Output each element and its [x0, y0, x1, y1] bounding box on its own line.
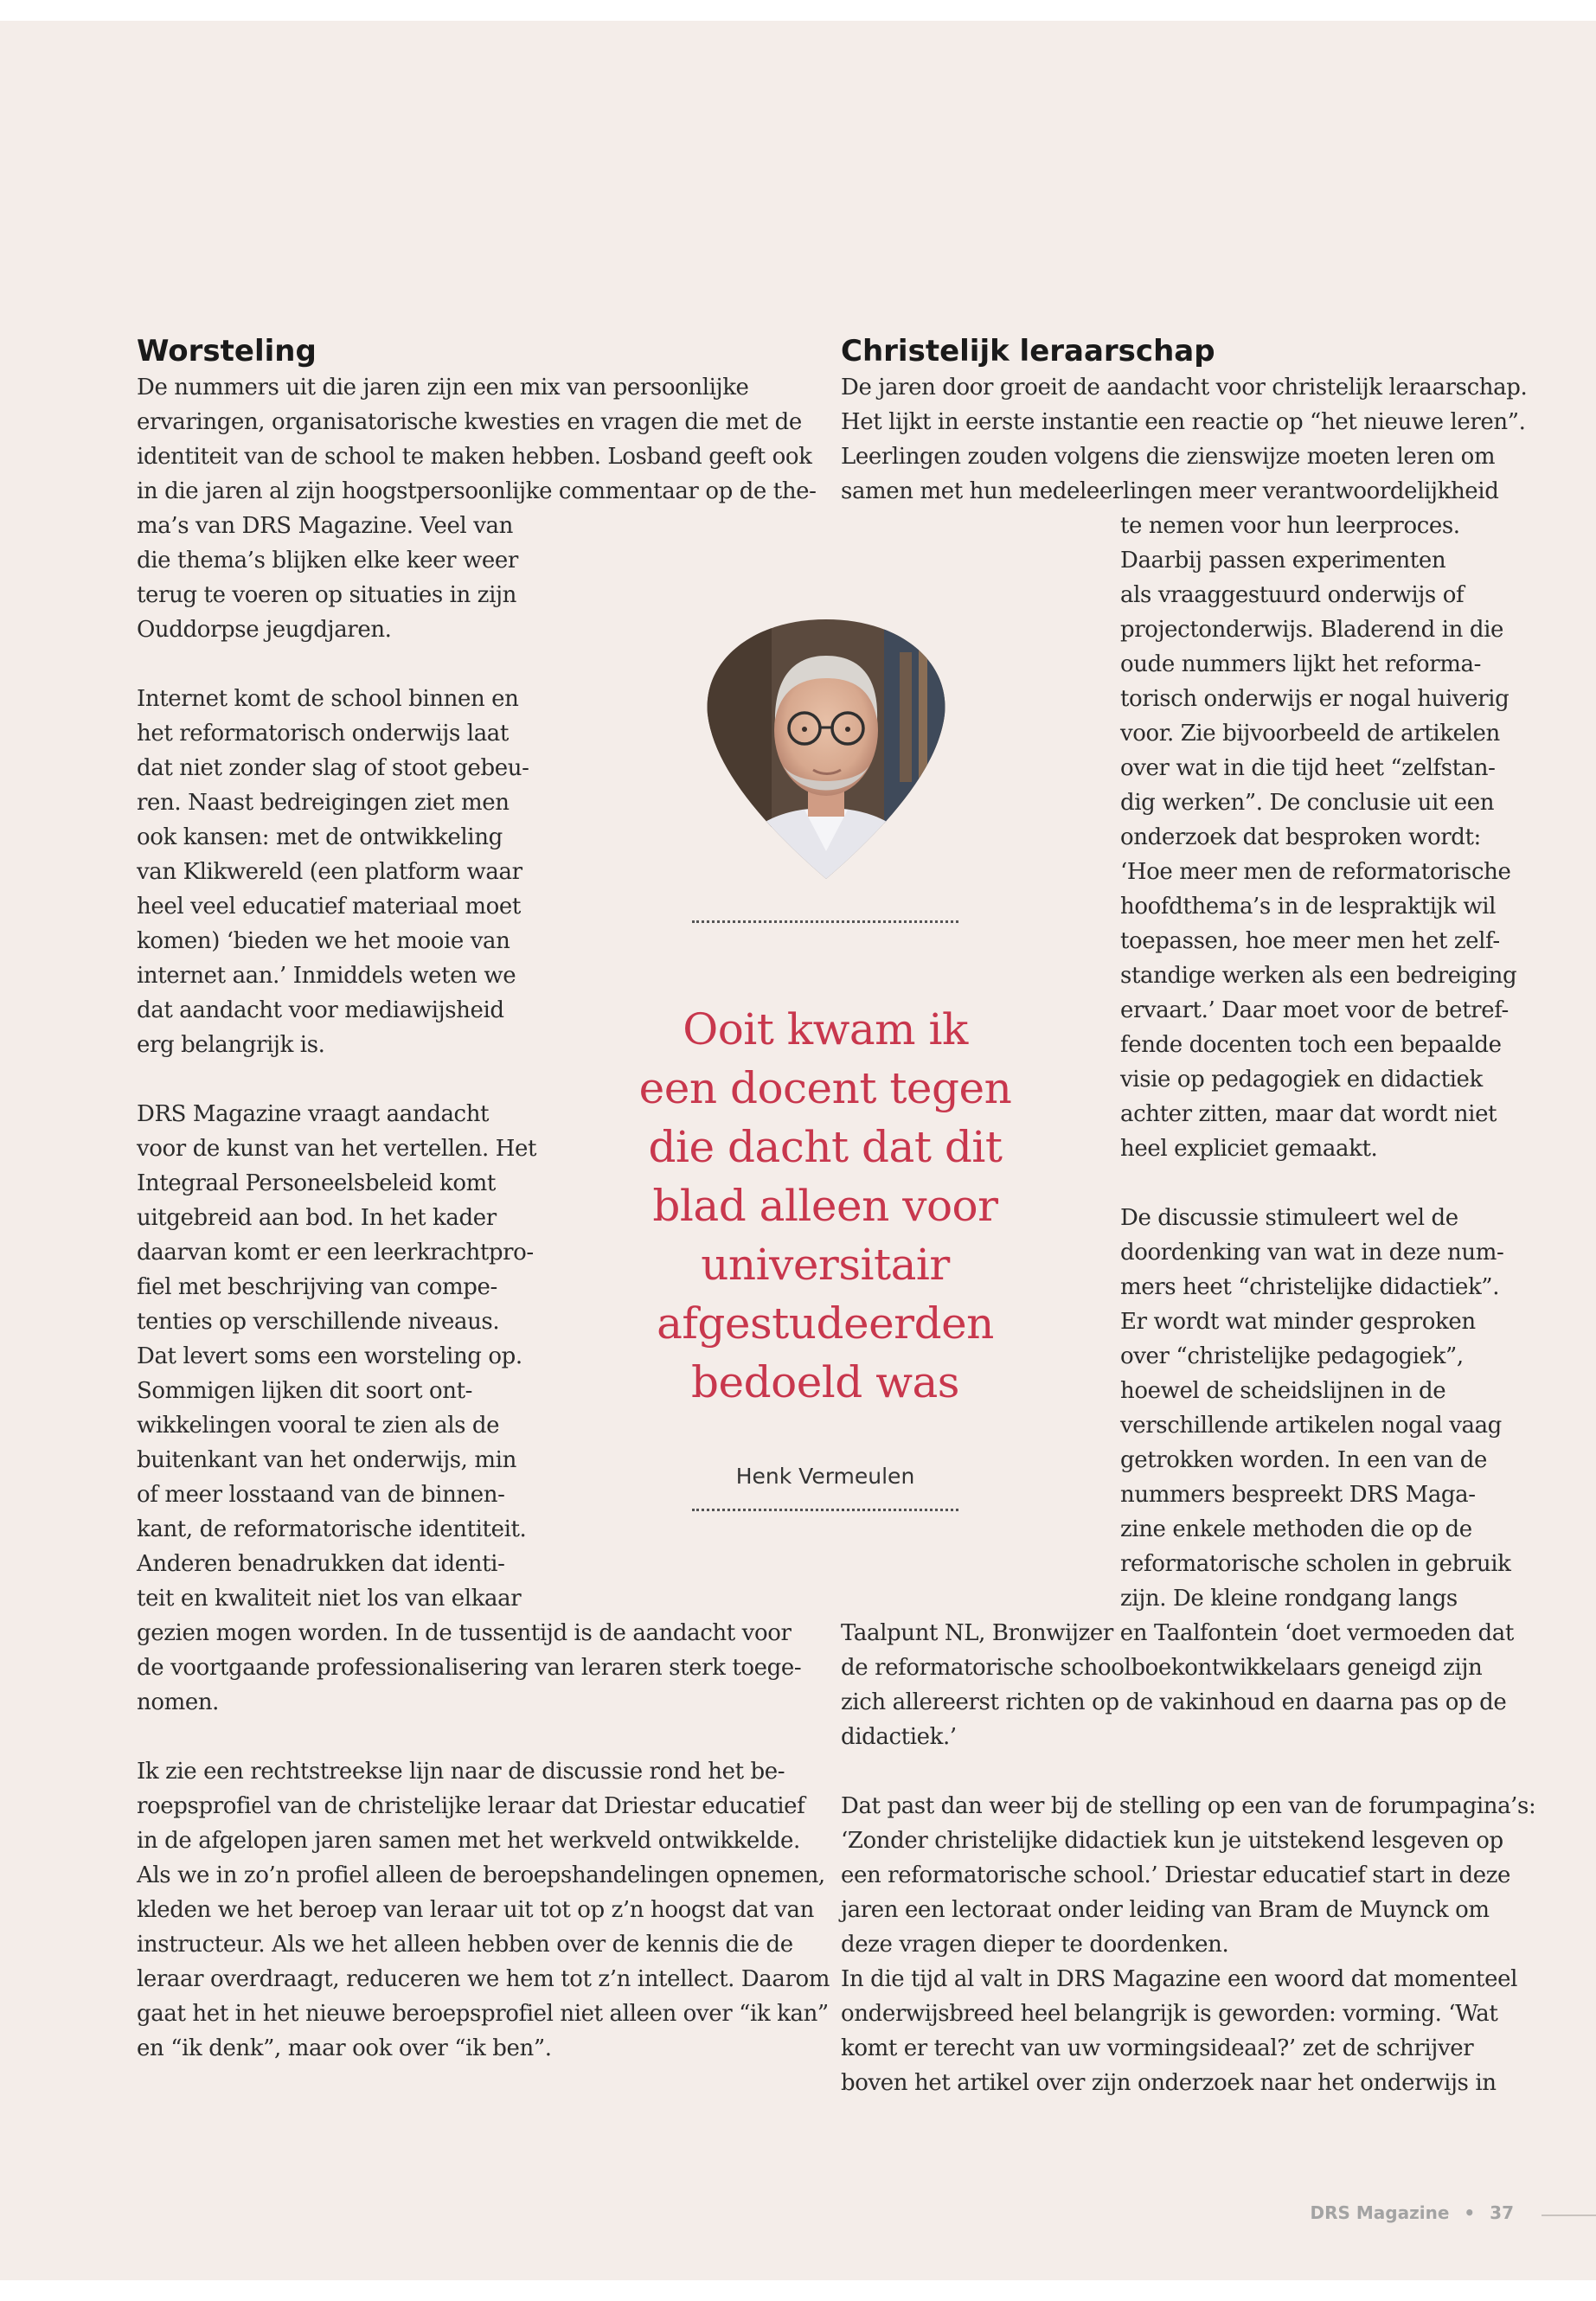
text-line: torisch onderwijs er nogal huiverig [1120, 686, 1509, 712]
text-line: ma’s van DRS Magazine. Veel van [137, 513, 513, 539]
text-line: onderwijsbreed heel belangrijk is geworden: vorming. ‘Wat [841, 2001, 1498, 2027]
text-line: te nemen voor hun leerproces. [1120, 513, 1460, 539]
text-line: instructeur. Als we het alleen hebben over de kennis die de [137, 1932, 793, 1958]
text-line: als vraaggestuurd onderwijs of [1120, 582, 1465, 608]
text-line: roepsprofiel van de christelijke leraar dat Driestar educatief [137, 1793, 805, 1819]
text-line: voor de kunst van het vertellen. Het [137, 1136, 537, 1162]
text-line: Taalpunt NL, Bronwijzer en Taalfontein ‘doet vermoeden dat [841, 1620, 1514, 1646]
text-line: didactiek.’ [841, 1724, 957, 1750]
text-line: verschillende artikelen nogal vaag [1120, 1413, 1502, 1439]
text-line: internet aan.’ Inmiddels weten we [137, 963, 516, 989]
pull-quote-line: een docent tegen [638, 1063, 1012, 1113]
text-line: Leerlingen zouden volgens die zienswijze moeten leren om [841, 444, 1496, 470]
text-line: projectonderwijs. Bladerend in die [1120, 617, 1504, 643]
text-line: nummers bespreekt DRS Maga- [1120, 1482, 1476, 1508]
text-line: identiteit van de school te maken hebben. Losband geeft ook [137, 444, 812, 470]
text-line: gezien mogen worden. In de tussentijd is de aandacht voor [137, 1620, 792, 1646]
text-line: DRS Magazine vraagt aandacht [137, 1101, 490, 1127]
text-line: dat aandacht voor mediawijsheid [137, 997, 504, 1023]
text-line: van Klikwereld (een platform waar [137, 859, 522, 885]
text-line: Daarbij passen experimenten [1120, 548, 1446, 574]
text-line: hoewel de scheidslijnen in de [1120, 1378, 1446, 1404]
text-line: dig werken”. De conclusie uit een [1120, 790, 1495, 816]
text-line: komt er terecht van uw vormingsideaal?’ zet de schrijver [841, 2035, 1474, 2061]
text-line: voor. Zie bijvoorbeeld de artikelen [1120, 721, 1500, 747]
pull-quote-line: die dacht dat dit [648, 1122, 1003, 1172]
text-line: kant, de reformatorische identiteit. [137, 1516, 527, 1542]
text-line: Internet komt de school binnen en [137, 686, 519, 712]
text-line: over wat in die tijd heet “zelfstan- [1120, 755, 1496, 781]
pull-quote-line: afgestudeerden [657, 1298, 994, 1349]
text-line: gaat het in het nieuwe beroepsprofiel niet alleen over “ik kan” [137, 2001, 829, 2027]
footer-rule [1542, 2214, 1596, 2216]
text-line: onderzoek dat besproken wordt: [1120, 824, 1481, 850]
text-line: getrokken worden. In een van de [1120, 1447, 1488, 1473]
text-line: zijn. De kleine rondgang langs [1120, 1586, 1458, 1612]
text-line: en “ik denk”, maar ook over “ik ben”. [137, 2035, 552, 2061]
text-line: dat niet zonder slag of stoot gebeu- [137, 755, 529, 781]
text-line: standige werken als een bedreiging [1120, 963, 1517, 989]
text-line: Als we in zo’n profiel alleen de beroepshandelingen opnemen, [137, 1862, 825, 1888]
text-line: de voortgaande professionalisering van leraren sterk toege- [137, 1655, 802, 1681]
text-line: De discussie stimuleert wel de [1120, 1205, 1458, 1231]
quote-author: Henk Vermeulen [735, 1464, 915, 1489]
text-line: Integraal Personeelsbeleid komt [137, 1170, 496, 1196]
text-line: visie op pedagogiek en didactiek [1120, 1067, 1483, 1093]
text-line: een reformatorische school.’ Driestar educatief start in deze [841, 1862, 1510, 1888]
text-line: De nummers uit die jaren zijn een mix van persoonlijke [137, 375, 749, 401]
text-line: terug te voeren op situaties in zijn [137, 582, 516, 608]
text-line: zich allereerst richten op de vakinhoud en daarna pas op de [841, 1689, 1507, 1715]
text-line: in die jaren al zijn hoogstpersoonlijke commentaar op de the- [137, 478, 817, 504]
text-line: of meer losstaand van de binnen- [137, 1482, 505, 1508]
text-line: Dat levert soms een worsteling op. [137, 1343, 522, 1369]
page-number: 37 [1490, 2202, 1514, 2223]
author-portrait-photo [702, 618, 950, 881]
magazine-page [0, 21, 1596, 2280]
left-column-heading: Worsteling [137, 334, 317, 369]
footer-separator: • [1464, 2202, 1476, 2223]
text-line: ervaringen, organisatorische kwesties en vragen die met de [137, 409, 802, 435]
text-line: Het lijkt in eerste instantie een reactie op “het nieuwe leren”. [841, 409, 1526, 435]
text-line: komen) ‘bieden we het mooie van [137, 928, 510, 954]
text-line: ‘Zonder christelijke didactiek kun je uitstekend lesgeven op [841, 1828, 1503, 1854]
text-line: teit en kwaliteit niet los van elkaar [137, 1586, 522, 1612]
text-line: oude nummers lijkt het reforma- [1120, 651, 1481, 677]
text-line: zine enkele methoden die op de [1120, 1516, 1472, 1542]
text-line: De jaren door groeit de aandacht voor christelijk leraarschap. [841, 375, 1528, 401]
text-line: daarvan komt er een leerkrachtpro- [137, 1240, 534, 1266]
pull-quote-line: Ooit kwam ik [683, 1004, 968, 1054]
footer-magazine-name: DRS Magazine [1310, 2202, 1450, 2223]
text-line: erg belangrijk is. [137, 1032, 325, 1058]
text-line: kleden we het beroep van leraar uit tot op z’n hoogst dat van [137, 1897, 814, 1923]
text-line: hoofdthema’s in de lespraktijk wil [1120, 894, 1497, 920]
text-line: Sommigen lijken dit soort ont- [137, 1378, 473, 1404]
text-line: reformatorische scholen in gebruik [1120, 1551, 1511, 1577]
text-line: Dat past dan weer bij de stelling op een van de forumpagina’s: [841, 1793, 1536, 1819]
text-line: toepassen, hoe meer men het zelf- [1120, 928, 1500, 954]
text-line: heel veel educatief materiaal moet [137, 894, 521, 920]
text-line: ervaart.’ Daar moet voor de betref- [1120, 997, 1509, 1023]
text-line: Ik zie een rechtstreekse lijn naar de discussie rond het be- [137, 1759, 785, 1785]
text-line: Ouddorpse jeugdjaren. [137, 617, 392, 643]
text-line: In die tijd al valt in DRS Magazine een woord dat momenteel [841, 1966, 1517, 1992]
text-line: wikkelingen vooral te zien als de [137, 1413, 500, 1439]
text-line: samen met hun medeleerlingen meer verantwoordelijkheid [841, 478, 1499, 504]
text-line: tenties op verschillende niveaus. [137, 1309, 500, 1335]
text-line: heel expliciet gemaakt. [1120, 1136, 1378, 1162]
text-line: die thema’s blijken elke keer weer [137, 548, 518, 574]
text-line: in de afgelopen jaren samen met het werkveld ontwikkelde. [137, 1828, 800, 1854]
text-line: Er wordt wat minder gesproken [1120, 1309, 1476, 1335]
text-line: over “christelijke pedagogiek”, [1120, 1343, 1464, 1369]
text-line: buitenkant van het onderwijs, min [137, 1447, 516, 1473]
text-line: Anderen benadrukken dat identi- [137, 1551, 505, 1577]
text-line: fende docenten toch een bepaalde [1120, 1032, 1502, 1058]
text-line: de reformatorische schoolboekontwikkelaars geneigd zijn [841, 1655, 1483, 1681]
quote-top-divider [692, 920, 958, 923]
pull-quote-line: bedoeld was [691, 1357, 959, 1407]
text-line: nomen. [137, 1689, 220, 1715]
text-line: mers heet “christelijke didactiek”. [1120, 1274, 1500, 1300]
page-footer [1298, 2202, 1514, 2223]
text-line: ‘Hoe meer men de reformatorische [1120, 859, 1511, 885]
text-line: ook kansen: met de ontwikkeling [137, 824, 503, 850]
text-line: deze vragen dieper te doordenken. [841, 1932, 1229, 1958]
text-line: ren. Naast bedreigingen ziet men [137, 790, 510, 816]
pull-quote-line: universitair [701, 1240, 950, 1290]
text-line: boven het artikel over zijn onderzoek naar het onderwijs in [841, 2070, 1497, 2096]
pull-quote-line: blad alleen voor [652, 1181, 998, 1231]
right-column-heading: Christelijk leraarschap [841, 334, 1215, 369]
quote-bottom-divider [692, 1509, 958, 1511]
text-line: het reformatorisch onderwijs laat [137, 721, 509, 747]
text-line: uitgebreid aan bod. In het kader [137, 1205, 497, 1231]
text-line: doordenking van wat in deze num- [1120, 1240, 1504, 1266]
text-line: fiel met beschrijving van compe- [137, 1274, 497, 1300]
text-line: jaren een lectoraat onder leiding van Bram de Muynck om [841, 1897, 1490, 1923]
text-line: achter zitten, maar dat wordt niet [1120, 1101, 1497, 1127]
text-line: leraar overdraagt, reduceren we hem tot z’n intellect. Daarom [137, 1966, 830, 1992]
